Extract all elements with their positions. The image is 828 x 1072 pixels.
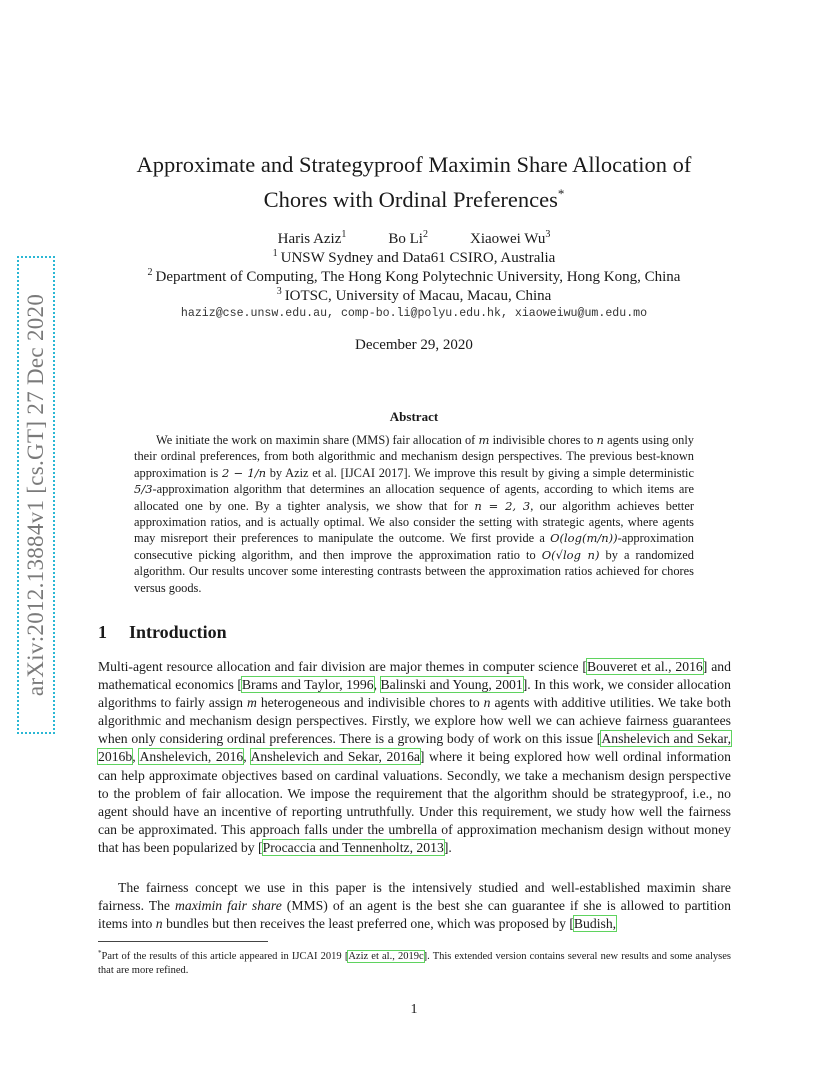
page-number: 1 — [410, 1002, 418, 1017]
author-emails: haziz@cse.unsw.edu.au, comp-bo.li@polyu.edu.hk, xiaoweiwu@um.edu.mo — [180, 307, 648, 320]
affiliation-2: $^2$ Department of Computing, The Hong Kong Polytechnic University, Hong Kong, China — [147, 267, 681, 285]
citation-link[interactable]: Bouveret et al., 2016 — [586, 659, 703, 674]
author: Bo Li$^2$ — [388, 229, 428, 247]
citation-link[interactable]: Anshelevich and Sekar, 2016a — [250, 749, 420, 765]
citation-link[interactable]: Anshelevich, 2016 — [139, 749, 244, 765]
title-line-1: Approximate and Strategyproof Maximin Share Allocation of — [136, 152, 692, 177]
citation-link[interactable]: Budish, — [573, 916, 617, 932]
author: Xiaowei Wu$^3$ — [469, 229, 551, 247]
abstract-body: We initiate the work on maximin share (MMS) fair allocation of m indivisible chores to n agents using only their ordinal preferences, from both algorithmic and mechanism design perspectives. The previous best-known approximation is 2 − 1/n by Aziz et al. [IJCAI 2017]. We improve this result by giving a simple deterministic 5/3-approximation algorithm that determines an allocation sequence of agents, according to which items are allocated one by one. By a tighter analysis, we show that for n = 2, 3, our algorithm achieves better approximation ratios, and is actually optimal. We also consider the setting with strategic agents, where agents may misreport their preferences to manipulate the outcome. We first provide a O(log(m/n))-approximation consecutive picking algorithm, and then improve the approximation ratio to O(√log n) by a randomized algorithm. Our results uncover some interesting contrasts between the approximation ratios achieved for chores versus goods. — [134, 433, 695, 595]
arxiv-identifier-stamp[interactable] — [17, 256, 55, 734]
intro-paragraph-2: The fairness concept we use in this paper is the intensively studied and well-established maximin share fairness. The maximin fair share (MMS) of an agent is the best she can guarantee if she is allowed to partition items into n bundles but then receives the least preferred one, which was proposed by [Budish, — [98, 880, 731, 932]
citation-link[interactable]: Aziz et al., 2019c — [348, 951, 424, 962]
paper-title — [0, 150, 828, 214]
footnote: *Part of the results of this article appeared in IJCAI 2019 [Aziz et al., 2019c]. This extended version contains several new results and some analyses that are more refined. — [98, 949, 731, 976]
paper-date: December 29, 2020 — [355, 337, 473, 353]
citation-link[interactable]: Balinski and Young, 2001 — [380, 677, 523, 693]
author: Haris Aziz$^1$ — [277, 229, 347, 247]
citation-link[interactable]: Brams and Taylor, 1996 — [241, 677, 374, 693]
title-footnote-marker[interactable]: * — [557, 186, 565, 201]
affiliation-1: $^1$ UNSW Sydney and Data61 CSIRO, Australia — [272, 248, 556, 266]
title-line-2: Chores with Ordinal Preferences* — [263, 186, 565, 212]
citation-link[interactable]: Anshelevich and Sekar, 2016b — [98, 731, 731, 765]
arxiv-identifier-text: arXiv:2012.13884v1 [cs.GT] 27 Dec 2020 — [23, 293, 48, 697]
abstract-heading: Abstract — [389, 409, 439, 424]
author-list — [0, 229, 828, 248]
footnote-divider — [98, 941, 268, 942]
affiliation-3: $^3$ IOTSC, University of Macau, Macau, China — [276, 286, 552, 304]
intro-paragraph-1: Multi-agent resource allocation and fair division are major themes in computer science [Bouveret et al., 2016] and mathematical economics [Brams and Taylor, 1996, Balinski and Young, 2001]. In this work, we consider allocation algorithms to fairly assign m heterogeneous and indivisible chores to n agents with additive utilities. We take both algorithmic and mechanism design perspectives. Firstly, we explore how well we can achieve fairness guarantees when only considering ordinal preferences. There is a growing body of work on this issue [Anshelevich and Sekar, 2016b, Anshelevich, 2016, Anshelevich and Sekar, 2016a] where it being explored how well ordinal information can help approximate objectives based on cardinal valuations. Secondly, we take a mechanism design perspective to the problem of fair allocation. We impose the requirement that the algorithm should be strategyproof, i.e., no agent should have an incentive of reporting untruthfully. Under this requirement, we study how well the fairness can be approximated. This approach falls under the umbrella of approximation mechanism design without money that has been popularized by [Procaccia and Tennenholtz, 2013]. — [98, 659, 731, 855]
citation-link[interactable]: Procaccia and Tennenholtz, 2013 — [262, 839, 444, 855]
section-heading-introduction: 1 Introduction — [98, 622, 227, 642]
